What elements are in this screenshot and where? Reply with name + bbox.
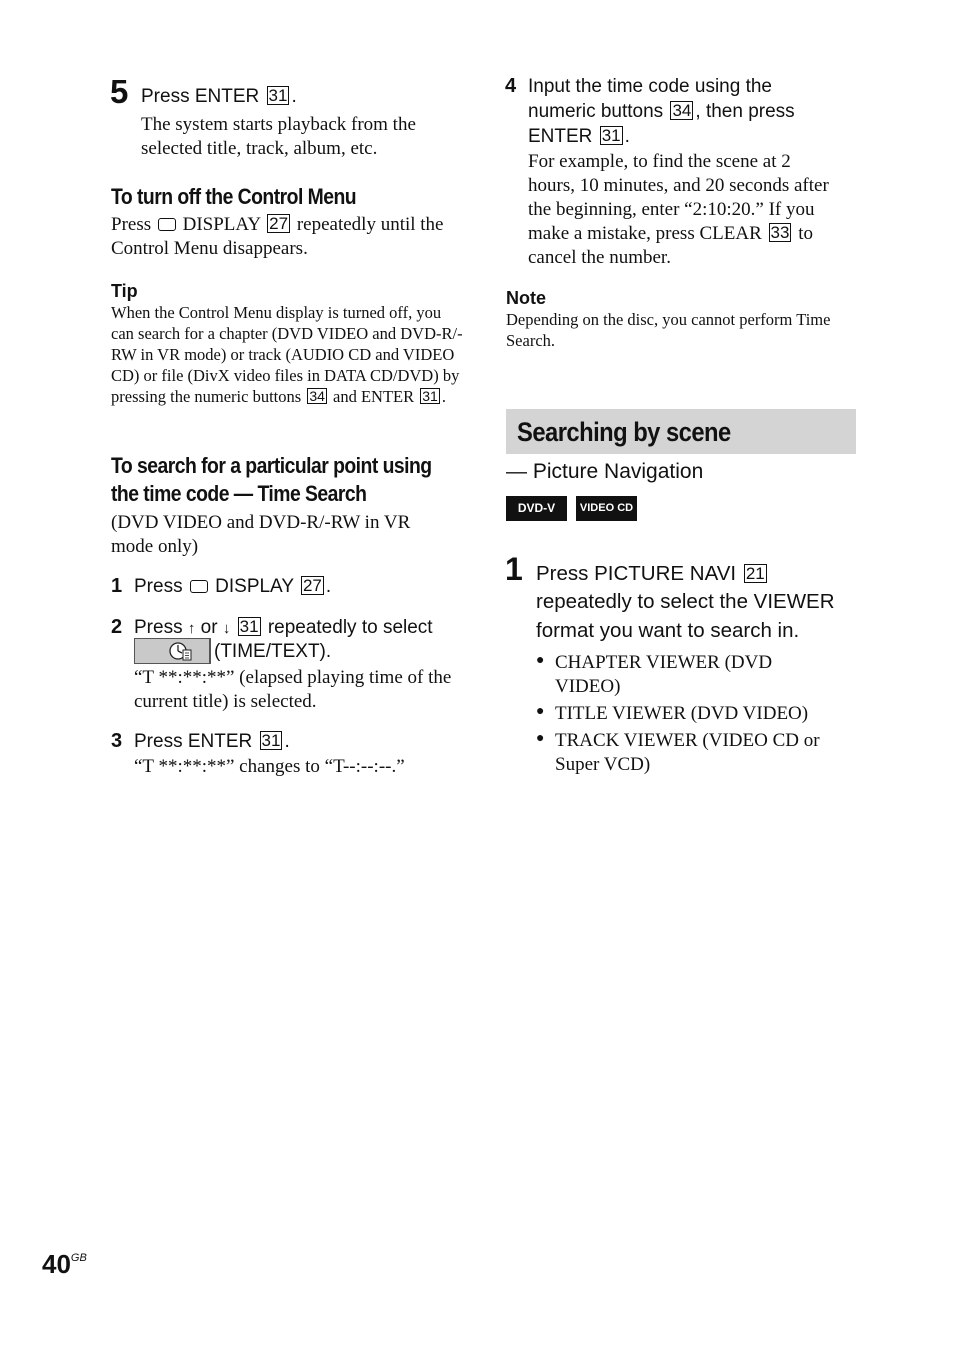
ref-31: 31 (268, 86, 288, 105)
note-label: Note (506, 288, 546, 308)
clock-icon (135, 639, 209, 663)
bullet-icon: ● (536, 653, 545, 668)
step-4-body: For example, to find the scene at 2 hours, 10 minutes, and 20 seconds after the beginning, enter “2:10:20.” If you make a mistake, press CLEAR 33 to cancel the number. (528, 151, 829, 268)
ref-34: 34 (672, 101, 692, 120)
tip-label: Tip (111, 281, 138, 301)
section-header (506, 409, 856, 454)
up-arrow-icon: ↑ (187, 620, 196, 637)
time-search-heading-1: To search for a particular point using (111, 453, 432, 478)
step-1-text: Press DISPLAY 27 . (134, 576, 332, 597)
bullet-icon: ● (536, 704, 545, 719)
step-5-number: 5 (110, 73, 129, 110)
ref-27: 27 (302, 576, 322, 595)
ref-31: 31 (422, 388, 438, 404)
note-text: Depending on the disc, you cannot perform Time Search. (506, 310, 831, 350)
pn-step-1-number: 1 (505, 551, 523, 587)
ref-27: 27 (269, 214, 289, 233)
display-icon (158, 218, 176, 231)
step-4-line1: Input the time code using the (528, 76, 772, 97)
pn-step-1-line1: Press PICTURE NAVI 21 (536, 562, 765, 585)
list-item: TRACK VIEWER (VIDEO CD or Super VCD) (555, 730, 820, 775)
step-2-number: 2 (111, 616, 123, 638)
turn-off-body: Press DISPLAY 27 repeatedly until the Control Menu disappears. (111, 214, 444, 259)
ref-31: 31 (239, 617, 259, 636)
list-item: TITLE VIEWER (DVD VIDEO) (555, 703, 809, 724)
time-text-icon (134, 638, 211, 664)
step-5-body: The system starts playback from the selected title, track, album, etc. (141, 114, 416, 159)
time-search-heading-2: the time code — Time Search (111, 481, 367, 506)
step-3-number: 3 (111, 730, 123, 752)
step-3-title: Press ENTER 31 . (134, 731, 290, 752)
step-4-line2: numeric buttons 34 , then press (528, 101, 795, 122)
turn-off-heading: To turn off the Control Menu (111, 184, 357, 209)
pn-step-1-line2: repeatedly to select the VIEWER (536, 590, 835, 613)
badge-video-cd: VIDEO CD (576, 496, 637, 521)
pn-step-1-line3: format you want to search in. (536, 619, 800, 642)
step-3-body: “T **:**:**” changes to “T--:--:--.” (134, 756, 405, 777)
step-4-line3: ENTER 31 . (528, 126, 630, 147)
tip-text: When the Control Menu display is turned off, you can search for a chapter (DVD VIDEO and DVD-R/-RW in VR mode) or track (AUDIO CD and VIDEO CD) or file (DivX video files in DATA CD/DVD) by pressing the numeric buttons 34 and ENTER 31 . (111, 303, 463, 406)
ref-34: 34 (309, 388, 325, 404)
ref-31: 31 (601, 126, 621, 145)
page-number: $40^{GB}$ (42, 1249, 87, 1279)
ref-33: 33 (770, 223, 790, 242)
step-2-body: “T **:**:**” (elapsed playing time of the current title) is selected. (134, 667, 452, 712)
section-subtitle: — Picture Navigation (506, 460, 704, 483)
step-2-text: Press ↑ or ↓ 31 repeatedly to select (134, 617, 433, 638)
display-icon (190, 580, 208, 593)
ref-31: 31 (261, 731, 281, 750)
step-4-number: 4 (505, 75, 517, 97)
ref-21: 21 (745, 564, 765, 583)
bullet-icon: ● (536, 731, 545, 746)
step-5-title: Press ENTER 31 . (141, 86, 297, 107)
step-2-mode: (TIME/TEXT). (214, 641, 332, 662)
time-search-sub: (DVD VIDEO and DVD-R/-RW in VR mode only) (111, 512, 411, 557)
section-title: Searching by scene (517, 417, 731, 447)
badge-dvd-v: DVD-V (506, 496, 567, 521)
down-arrow-icon: ↓ (222, 620, 231, 637)
step-1-number: 1 (111, 575, 123, 597)
list-item: CHAPTER VIEWER (DVD VIDEO) (555, 652, 773, 697)
